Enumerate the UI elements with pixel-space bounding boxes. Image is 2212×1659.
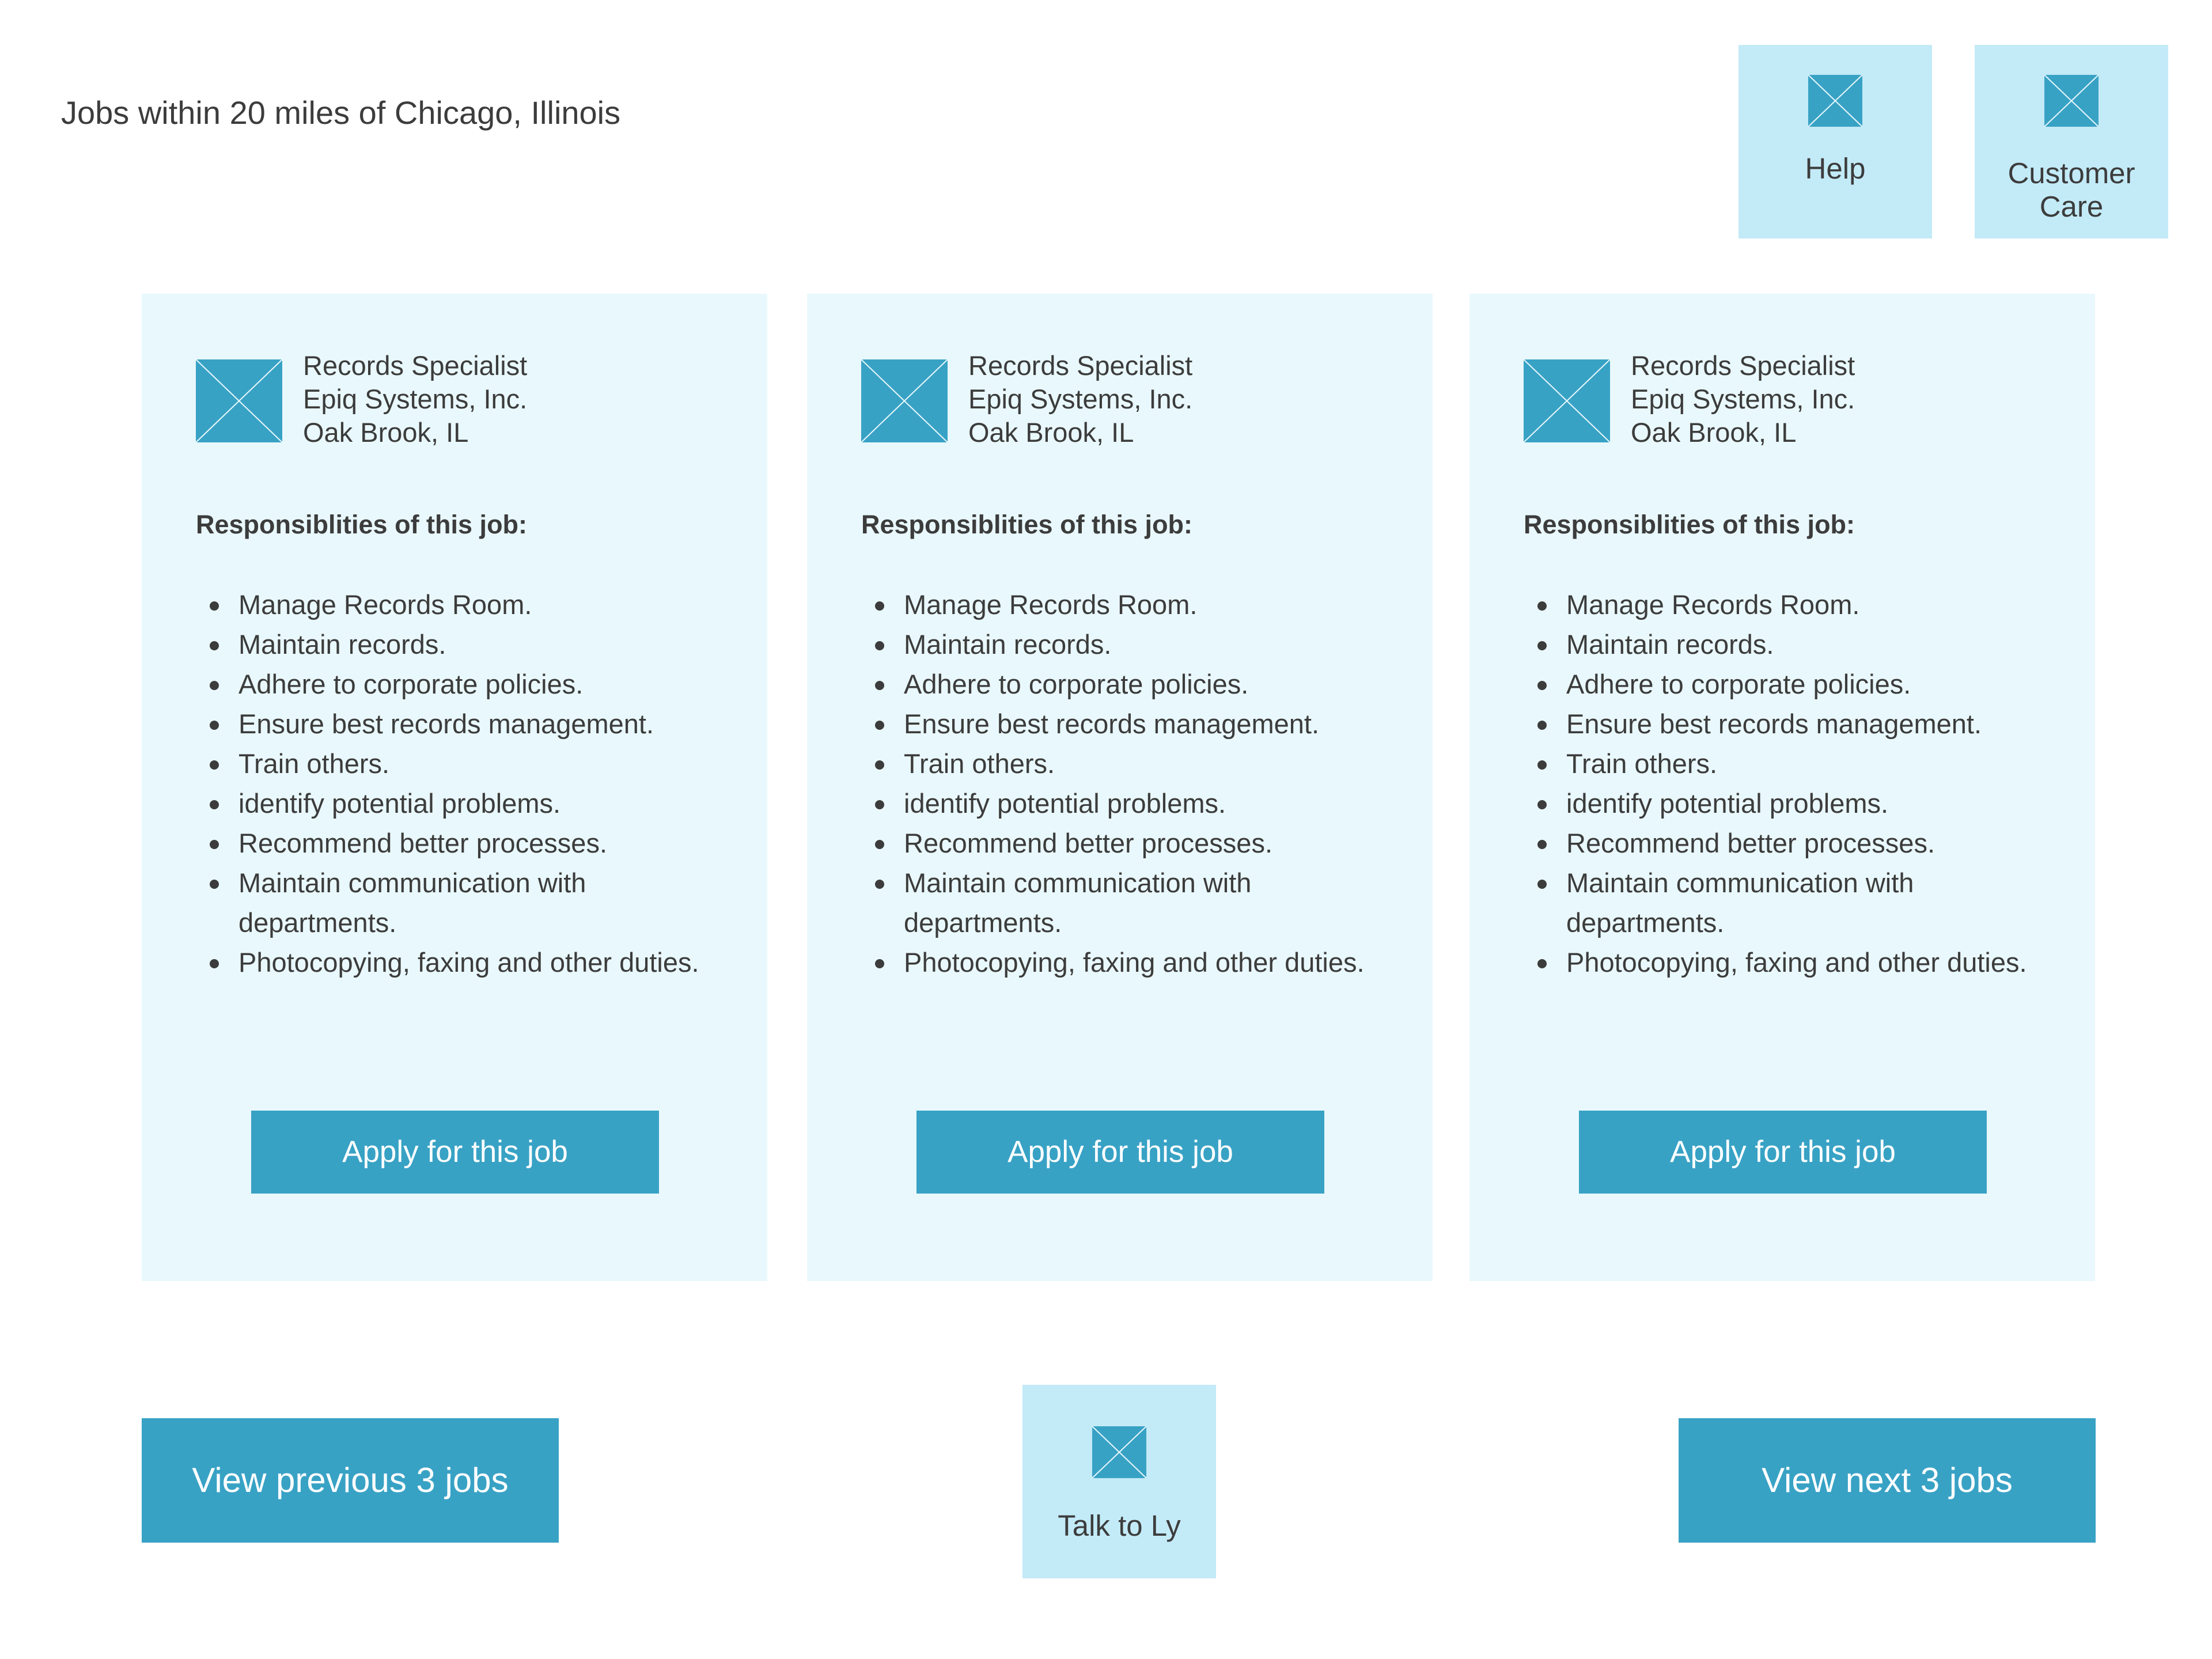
job-title: Records Specialist (1631, 350, 1855, 381)
list-item: Photocopying, faxing and other duties. (1524, 942, 2054, 982)
help-button[interactable] (1738, 45, 1932, 238)
list-item: Ensure best records management. (1524, 704, 2054, 744)
list-item: Manage Records Room. (1524, 585, 2054, 624)
customer-care-label (1975, 157, 2168, 224)
list-item: Recommend better processes. (861, 823, 1391, 863)
company-name: Epiq Systems, Inc. (303, 384, 528, 414)
list-item: Ensure best records management. (861, 704, 1391, 744)
talk-to-assistant-label: Talk to Ly (1058, 1509, 1181, 1542)
list-item: Train others. (196, 744, 726, 783)
company-name: Epiq Systems, Inc. (1631, 384, 1855, 414)
list-item: Maintain records. (1524, 624, 2054, 664)
list-item: Manage Records Room. (861, 585, 1391, 624)
list-item: Adhere to corporate policies. (861, 664, 1391, 704)
apply-button[interactable]: Apply for this job (251, 1111, 659, 1194)
image-placeholder-icon (1808, 75, 1862, 127)
company-logo-placeholder-icon (861, 359, 948, 442)
list-item: Manage Records Room. (196, 585, 726, 624)
help-label: Help (1805, 152, 1866, 185)
image-placeholder-icon (1092, 1426, 1146, 1478)
list-item: identify potential problems. (196, 783, 726, 823)
list-item: identify potential problems. (1524, 783, 2054, 823)
list-item: Adhere to corporate policies. (1524, 664, 2054, 704)
job-card (142, 294, 767, 1281)
list-item: identify potential problems. (861, 783, 1391, 823)
list-item: Photocopying, faxing and other duties. (196, 942, 726, 982)
list-item: Ensure best records management. (196, 704, 726, 744)
responsibilities-list (196, 585, 726, 982)
list-item: Train others. (861, 744, 1391, 783)
job-card (1469, 294, 2095, 1281)
list-item: Maintain communication with departments. (861, 863, 1391, 942)
apply-button[interactable]: Apply for this job (1579, 1111, 1987, 1194)
list-item: Recommend better processes. (196, 823, 726, 863)
job-info (1631, 349, 1855, 449)
apply-button[interactable]: Apply for this job (916, 1111, 1324, 1194)
job-info (968, 349, 1192, 449)
list-item: Adhere to corporate policies. (196, 664, 726, 704)
talk-to-assistant-button[interactable] (1022, 1385, 1216, 1578)
image-placeholder-icon (2044, 75, 2099, 127)
job-location: Oak Brook, IL (1631, 417, 1797, 448)
list-item: Maintain records. (861, 624, 1391, 664)
responsibilities-list (1524, 585, 2054, 982)
view-previous-jobs-button[interactable]: View previous 3 jobs (142, 1418, 559, 1543)
customer-care-label-line2: Care (2039, 190, 2104, 223)
list-item: Maintain records. (196, 624, 726, 664)
responsibilities-heading: Responsiblities of this job: (861, 510, 1193, 539)
responsibilities-heading: Responsiblities of this job: (1524, 510, 1855, 539)
job-location: Oak Brook, IL (303, 417, 469, 448)
list-item: Maintain communication with departments. (196, 863, 726, 942)
job-title: Records Specialist (303, 350, 528, 381)
list-item: Recommend better processes. (1524, 823, 2054, 863)
responsibilities-list (861, 585, 1391, 982)
list-item: Photocopying, faxing and other duties. (861, 942, 1391, 982)
job-info (303, 349, 527, 449)
company-logo-placeholder-icon (196, 359, 282, 442)
company-name: Epiq Systems, Inc. (968, 384, 1193, 414)
job-location: Oak Brook, IL (968, 417, 1134, 448)
list-item: Train others. (1524, 744, 2054, 783)
responsibilities-heading: Responsiblities of this job: (196, 510, 528, 539)
view-next-jobs-button[interactable]: View next 3 jobs (1679, 1418, 2096, 1543)
job-card (807, 294, 1433, 1281)
customer-care-button[interactable] (1975, 45, 2168, 238)
customer-care-label-line1: Customer (2008, 157, 2135, 190)
page-title: Jobs within 20 miles of Chicago, Illinois (61, 94, 621, 131)
company-logo-placeholder-icon (1524, 359, 1610, 442)
list-item: Maintain communication with departments. (1524, 863, 2054, 942)
job-title: Records Specialist (968, 350, 1193, 381)
